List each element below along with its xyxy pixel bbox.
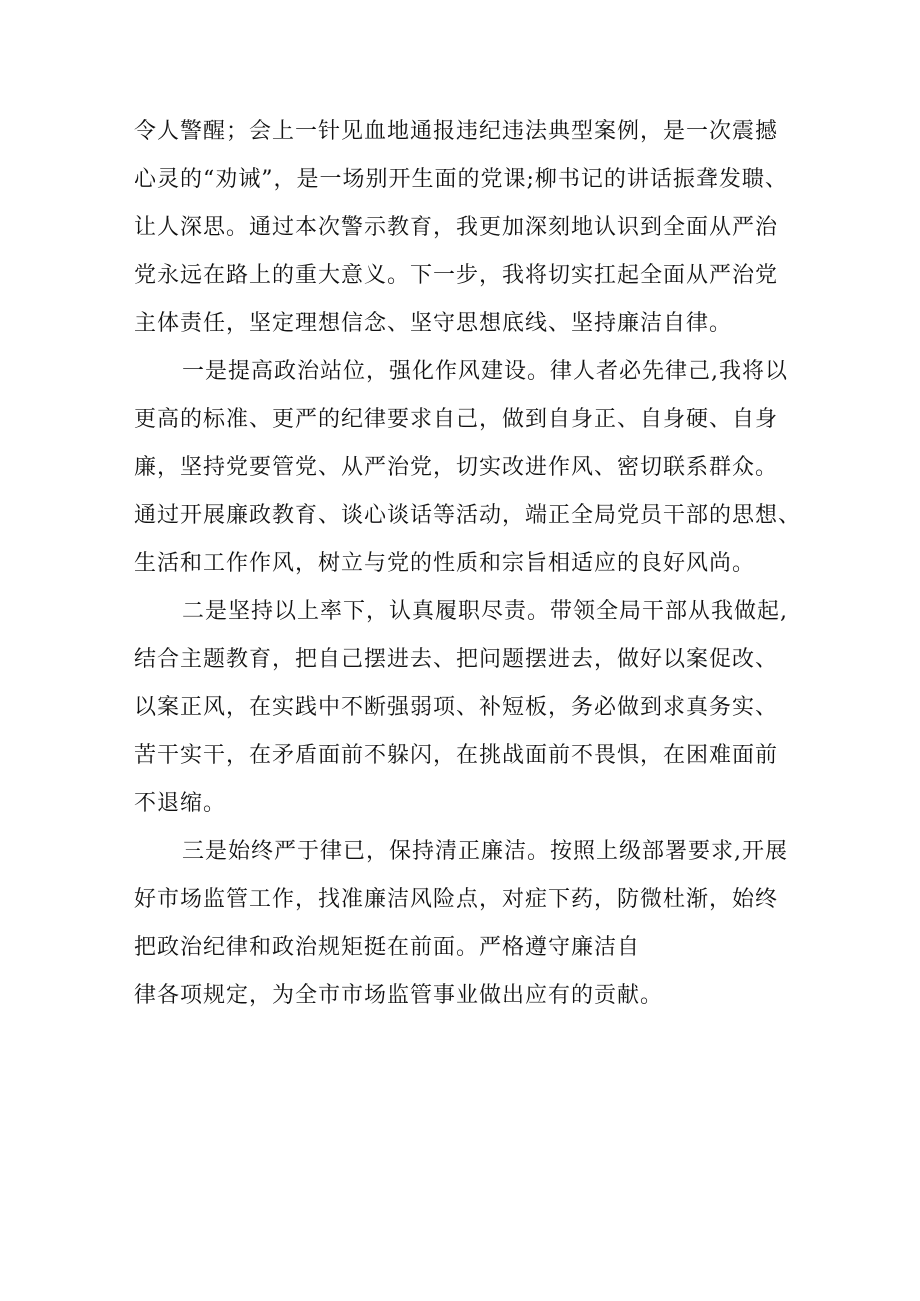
text-line: 律各项规定，为全市市场监管事业做出应有的贡献。 (134, 983, 664, 1008)
text-line: 心灵的“劝诫”，是一场别开生面的党课;柳书记的讲话振聋发聩、 (134, 167, 788, 192)
text-line: 党永远在路上的重大意义。下一步，我将切实扛起全面从严治党 (134, 263, 779, 288)
document-body (134, 108, 814, 1020)
text-line: 廉，坚持党要管党、从严治党，切实改进作风、密切联系群众。 (134, 455, 779, 480)
text-line: 不退缩。 (134, 791, 227, 816)
paragraph-first-line: 一是提高政治站位，强化作风建设。律人者必先律己,我将以 (182, 359, 788, 384)
paragraph-first-line: 三是始终严于律已，保持清正廉洁。按照上级部署要求,开展 (182, 839, 788, 864)
text-line: 苦干实干，在矛盾面前不躲闪，在挑战面前不畏惧，在困难面前 (134, 743, 779, 768)
text-line: 好市场监管工作，找准廉洁风险点，对症下药，防微杜渐，始终 (134, 887, 779, 912)
text-line: 把政治纪律和政治规矩挺在前面。严格遵守廉洁自 (134, 935, 641, 960)
text-line: 结合主题教育，把自己摆进去、把问题摆进去，做好以案促改、 (134, 647, 779, 672)
text-line: 主体责任，坚定理想信念、坚守思想底线、坚持廉洁自律。 (134, 311, 733, 336)
text-line: 通过开展廉政教育、谈心谈话等活动，端正全局党员干部的思想、 (134, 503, 802, 528)
text-line: 更高的标准、更严的纪律要求自己，做到自身正、自身硬、自身 (134, 407, 779, 432)
text-line: 生活和工作作风，树立与党的性质和宗旨相适应的良好风尚。 (134, 551, 756, 576)
text-line: 让人深思。通过本次警示教育，我更加深刻地认识到全面从严治 (134, 215, 779, 240)
text-line: 令人警醒；会上一针见血地通报违纪违法典型案例，是一次震撼 (134, 119, 779, 144)
paragraph-first-line: 二是坚持以上率下，认真履职尽责。带领全局干部从我做起, (182, 599, 788, 624)
text-line: 以案正风，在实践中不断强弱项、补短板，务必做到求真务实、 (134, 695, 779, 720)
